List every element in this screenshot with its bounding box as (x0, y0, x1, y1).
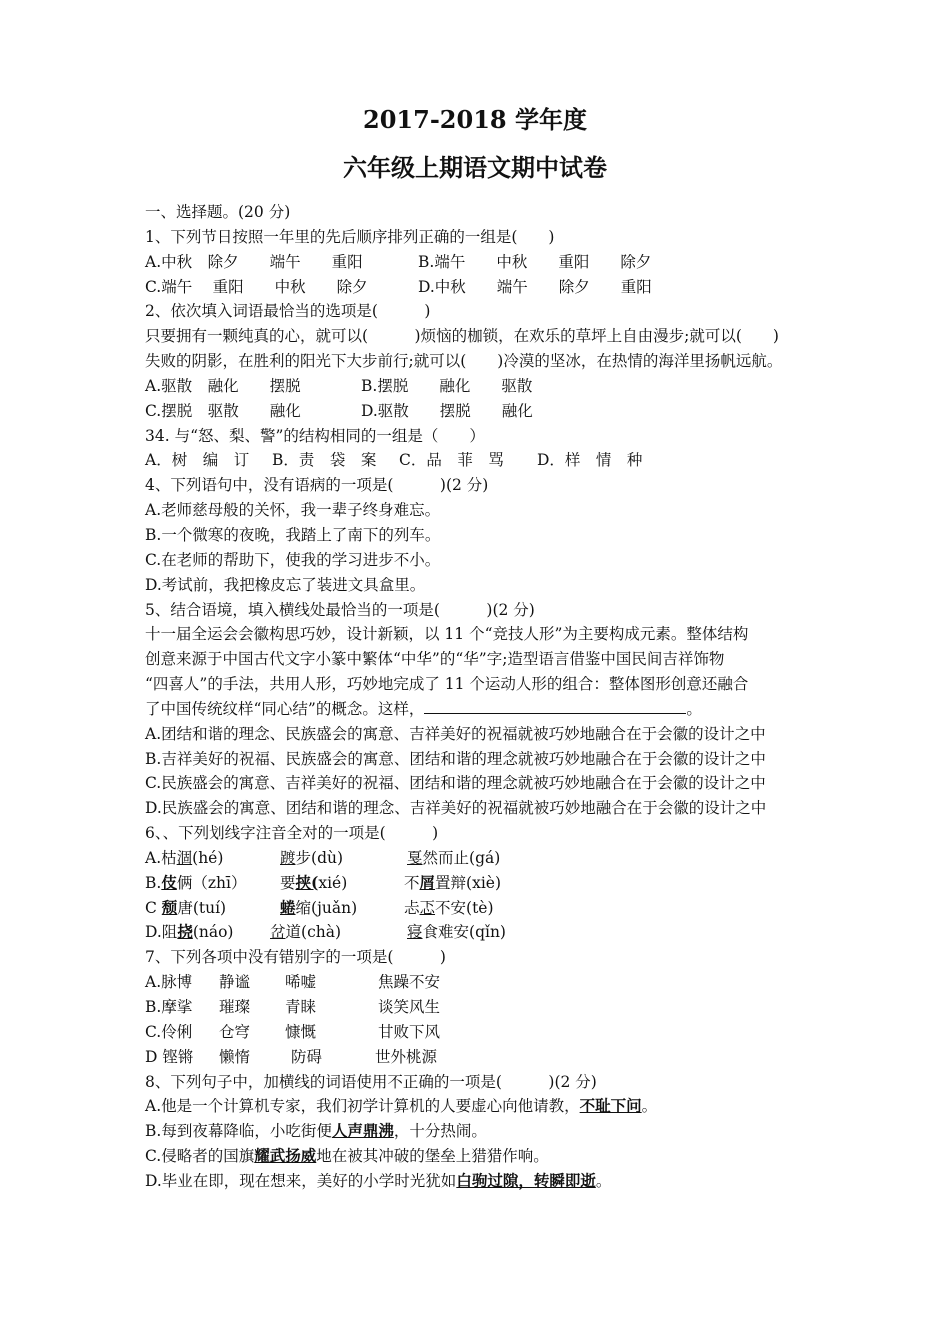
option-text: 步(dù) (295, 848, 344, 867)
option-text: 食难安(qǐn) (422, 923, 506, 942)
exam-year-title: 2017-2018 学年度 (363, 105, 587, 134)
underlined-char: 伎 (161, 872, 177, 892)
option-text: 甘败下风 (378, 1022, 441, 1041)
q3-options (145, 448, 825, 473)
option-text: 不安(tè) (435, 898, 494, 917)
q5-stem: 5、结合语境，填入横线处最恰当的一项是( )(2 分) (145, 600, 535, 619)
q2-passage-line: 失败的阴影，在胜利的阳光下大步前行;就可以( )冷漠的坚冰，在热情的海洋里扬帆远航。 (145, 352, 783, 371)
option-text: A.他是一个计算机专家，我们初学计算机的人要虚心向他请教， (145, 1097, 580, 1116)
option-text: D.阻 (145, 923, 178, 942)
q7-stem: 7、下列各项中没有错别字的一项是( ) (145, 948, 446, 967)
option-text: 焦躁不安 (378, 973, 441, 992)
exam-body (145, 200, 825, 1194)
q6-option-b (145, 871, 825, 896)
option-text: B.摩挲 (145, 998, 193, 1016)
q1-options-cd (145, 275, 825, 300)
q5-passage-line: “四喜人”的手法，共用人形，巧妙地完成了 11 个运动人形的组合：整体图形创意还融合 (145, 675, 749, 694)
q6-option-a (145, 846, 825, 871)
q1-option-a: A.中秋 除夕 端午 重阳 (145, 252, 363, 271)
q7-option-c (145, 1020, 825, 1045)
underlined-char: 寝 (407, 923, 423, 942)
option-text: 道(chà) (285, 923, 342, 942)
q2-option-a: A.驱散 融化 摆脱 (145, 376, 301, 395)
q3-option-d: D．样 情 种 (537, 451, 643, 470)
q8-option-b (145, 1119, 825, 1144)
option-text: 缩(juǎn) (295, 898, 358, 917)
q5-passage-end: 。 (686, 699, 702, 718)
option-text: A.枯 (145, 848, 177, 867)
option-text: 然而止(gá) (422, 848, 501, 867)
option-text: 。 (595, 1171, 612, 1190)
option-text: D.毕业在即，现在想来，美好的小学时光犹如 (145, 1171, 457, 1190)
underlined-char: 蜷 (280, 897, 296, 917)
option-text: 不 (404, 873, 420, 892)
q4-option-d: D.考试前，我把橡皮忘了装进文具盒里。 (145, 575, 426, 594)
option-text: 唐(tuí) (177, 898, 227, 917)
q5-option-c: C.民族盛会的寓意、吉祥美好的祝福、团结和谐的理念就被巧妙地融合在于会徽的设计之中 (145, 774, 766, 793)
q1-options-ab (145, 250, 825, 275)
underlined-phrase: 白驹过隙，转瞬即逝 (456, 1170, 596, 1190)
option-text: 慷慨 (285, 1022, 317, 1041)
q5-option-b: B.吉祥美好的祝福、民族盛会的寓意、团结和谐的理念就被巧妙地融合在于会徽的设计之中 (145, 749, 766, 768)
q1-option-b: B.端午 中秋 重阳 除夕 (418, 252, 652, 271)
option-text: (náo) (192, 923, 234, 942)
q4-stem: 4、下列语句中，没有语病的一项是( )(2 分) (145, 476, 489, 495)
q4-option-b: B.一个微寒的夜晚，我踏上了南下的列车。 (145, 525, 441, 544)
q7-option-d (145, 1045, 825, 1070)
q4-option-a: A.老师慈母般的关怀，我一辈子终身难忘。 (145, 501, 441, 520)
option-text: 静谧 (219, 973, 251, 992)
option-text: 地在被其冲破的堡垒上猎猎作响。 (316, 1147, 549, 1166)
option-text: 防碍 (291, 1047, 323, 1066)
option-text: xié) (318, 873, 348, 892)
option-text: 世外桃源 (375, 1047, 438, 1066)
option-text: 要 (280, 873, 296, 892)
q5-passage-text: 了中国传统纹样“同心结”的概念。这样， (145, 699, 425, 718)
q5-option-a: A.团结和谐的理念、民族盛会的寓意、吉祥美好的祝福就被巧妙地融合在于会徽的设计之中 (145, 724, 766, 743)
q8-stem: 8、下列句子中，加横线的词语使用不正确的一项是( )(2 分) (145, 1072, 597, 1091)
q2-stem: 2、依次填入词语最恰当的选项是( ) (145, 302, 431, 321)
option-text: 。 (641, 1097, 658, 1116)
q3-option-b: B．责 袋 案 (272, 451, 377, 470)
underlined-char: 涸 (176, 848, 193, 867)
q6-stem: 6、、下列划线字注音全对的一项是( ) (145, 824, 439, 843)
q7-option-a (145, 970, 825, 995)
underlined-char: 颓 (161, 897, 178, 917)
exam-title: 六年级上期语文期中试卷 (343, 153, 607, 182)
underlined-char: 岔 (270, 923, 286, 942)
option-text: C.伶俐 (145, 1022, 193, 1041)
q5-passage-line: 创意来源于中国古代文字小篆中繁体“中华”的“华”字;造型语言借鉴中国民间吉祥饰物 (145, 650, 725, 669)
option-text: 懒惰 (219, 1047, 251, 1066)
option-text: B. (145, 873, 162, 892)
option-text: B.每到夜幕降临，小吃街便 (145, 1122, 332, 1141)
underlined-char: 忑 (419, 898, 436, 917)
option-text: 置辩(xiè) (435, 873, 501, 892)
option-text: 唏嘘 (285, 973, 317, 992)
answer-blank (424, 697, 686, 714)
option-text: 俩（zhī） (176, 873, 247, 892)
q2-option-c: C.摆脱 驱散 融化 (145, 401, 301, 420)
q3-option-a: A．树 编 订 (145, 451, 250, 470)
underlined-char: 屑 (419, 872, 436, 892)
q2-options-cd (145, 399, 825, 424)
q1-option-c: C.端午 重阳 中秋 除夕 (145, 277, 368, 296)
option-text: 仓穹 (219, 1022, 251, 1041)
option-text: C (145, 898, 162, 917)
option-text: C.侵略者的国旗 (145, 1147, 255, 1166)
q2-options-ab (145, 374, 825, 399)
underlined-phrase: 耀武扬威 (254, 1146, 317, 1166)
q5-passage-line (145, 697, 825, 722)
underlined-phrase: 不耻下问 (579, 1096, 642, 1116)
underlined-char: 挟( (295, 872, 319, 892)
q7-option-b (145, 995, 825, 1020)
q8-option-d (145, 1169, 825, 1194)
underlined-char: 挠 (177, 922, 193, 942)
q2-option-d: D.驱散 摆脱 融化 (361, 401, 533, 420)
q1-option-d: D.中秋 端午 除夕 重阳 (418, 277, 652, 296)
option-text: A.脉博 (145, 973, 193, 992)
q8-option-a (145, 1094, 825, 1119)
q1-stem: 1、下列节日按照一年里的先后顺序排列正确的一组是( ) (145, 227, 555, 246)
underlined-char: 戛 (407, 848, 423, 867)
q3-option-c: C．品 菲 骂 (399, 451, 504, 470)
q2-passage-line: 只要拥有一颗纯真的心，就可以( )烦恼的枷锁，在欢乐的草坪上自由漫步;就可以( ) (145, 327, 779, 346)
underlined-phrase: 人声鼎沸 (331, 1121, 394, 1141)
option-text: 青睐 (285, 998, 317, 1016)
q3-stem: 34. 与“怒、梨、警”的结构相同的一组是（ ） (145, 426, 485, 445)
q6-option-c (145, 896, 825, 921)
q8-option-c (145, 1144, 825, 1169)
underlined-char: 踱 (280, 848, 296, 867)
q5-passage-line: 十一届全运会会徽构思巧妙，设计新颖，以 11 个“竞技人形”为主要构成元素。整体结构 (145, 625, 749, 644)
q6-option-d (145, 920, 825, 945)
option-text: D 铿锵 (145, 1047, 194, 1066)
option-text: (hé) (192, 848, 224, 867)
q5-option-d: D.民族盛会的寓意、团结和谐的理念、吉祥美好的祝福就被巧妙地融合在于会徽的设计之中 (145, 799, 767, 818)
q2-option-b: B.摆脱 融化 驱散 (361, 376, 533, 395)
option-text: ，十分热闹。 (393, 1122, 487, 1141)
section-heading: 一、选择题。(20 分) (145, 203, 291, 221)
option-text: 谈笑风生 (378, 998, 441, 1016)
option-text: 忐 (404, 898, 420, 917)
option-text: 璀璨 (219, 998, 251, 1016)
q4-option-c: C.在老师的帮助下，使我的学习进步不小。 (145, 550, 441, 569)
